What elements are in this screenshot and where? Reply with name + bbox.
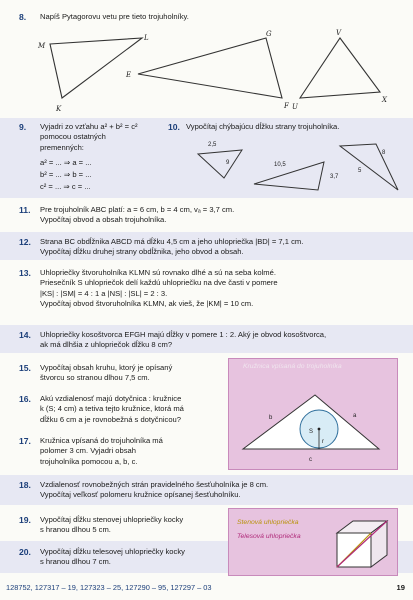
- exercise-12-text: Strana BC obdĺžnika ABCD má dĺžku 4,5 cm a jeho uhlopriečka |BD| = 7,1 cm. Vypočítaj dĺžku druhej strany obdĺžnika, jeho obvod a obsah.: [40, 237, 304, 257]
- exercise-17-text: Kružnica vpísaná do trojuholníka má polomer 3 cm. Vyjadri obsah trojuholníka pomocou a, b, c.: [40, 436, 163, 466]
- label-m: M: [38, 42, 46, 50]
- exercise-9-line-1: a² = ... ⇒ a = ...: [40, 158, 92, 167]
- exercise-9-number: 9.: [19, 122, 27, 132]
- exercise-14-number: 14.: [19, 330, 31, 340]
- page-number: 19: [396, 583, 405, 592]
- label-10b-hyp: 10,5: [274, 162, 286, 168]
- incircle-box-title: Kružnica vpísaná do trojuholníka: [243, 363, 342, 370]
- exercise-10-number: 10.: [168, 122, 180, 132]
- exercise-17-number: 17.: [19, 436, 31, 446]
- exercise-15-text: Vypočítaj obsah kruhu, ktorý je opísaný štvorcu so stranou dlhou 7,5 cm.: [40, 363, 173, 383]
- triangle-efg: [138, 38, 282, 98]
- triangle-10b: [254, 162, 324, 190]
- triangle-10c: [340, 144, 398, 190]
- incircle-diagram: [229, 373, 397, 467]
- exercise-8-text: Napíš Pytagorovu vetu pre tieto trojuholníky.: [40, 12, 189, 21]
- exercise-9-line-3: c² = ... ⇒ c = ...: [40, 182, 91, 191]
- exercise-8-triangles: [30, 26, 400, 116]
- exercise-20-text: Vypočítaj dĺžku telesovej uhlopriečky kocky s hranou dlhou 7 cm.: [40, 547, 185, 567]
- label-k: K: [56, 105, 62, 113]
- exercise-14-text: Uhlopriečky kosoštvorca EFGH majú dĺžky v pomere 1 : 2. Aký je obvod kosoštvorca, ak má dlhšia z uhlopriečok dĺžku 8 cm?: [40, 330, 327, 350]
- incircle-box: [228, 358, 398, 470]
- label-x: X: [382, 96, 387, 104]
- cube-label-space-diagonal: Telesová uhlopriečka: [237, 533, 301, 540]
- label-10c-side: 5: [358, 168, 362, 174]
- exercise-9-line-2: b² = ... ⇒ b = ...: [40, 170, 92, 179]
- label-10a-side: 2,5: [208, 142, 217, 148]
- cube-label-face-diagonal: Stenová uhlopriečka: [237, 519, 299, 526]
- label-f: F: [284, 102, 289, 110]
- exercise-10-triangles: [190, 134, 410, 196]
- triangle-10a: [198, 150, 242, 178]
- label-10a-hyp: 9: [226, 160, 230, 166]
- cube-box: [228, 508, 398, 576]
- exercise-16-number: 16.: [19, 394, 31, 404]
- exercise-19-text: Vypočítaj dĺžku stenovej uhlopriečky kocky s hranou dlhou 5 cm.: [40, 515, 184, 535]
- exercise-9-text: Vyjadri zo vzťahu a² + b² = c² pomocou ostatných premenných:: [40, 122, 138, 152]
- triangle-klm: [50, 38, 142, 98]
- label-e: E: [126, 71, 132, 79]
- footer-codes: 128752, 127317 – 19, 127323 – 25, 127290 – 95, 127297 – 03: [6, 583, 212, 592]
- exercise-18-number: 18.: [19, 480, 31, 490]
- exercise-20-number: 20.: [19, 547, 31, 557]
- exercise-11-number: 11.: [19, 205, 31, 215]
- label-g: G: [266, 30, 272, 38]
- exercise-13-text: Uhlopriečky štvoruholníka KLMN sú rovnako dlhé a sú na seba kolmé. Priesečník S uhlopriečok delí každú uhlopriečku na dve časti v pomere |KS| : |SM| = 4 : 1 a |NS| : |SL| = 2 : 3. Vypočítaj obvod štvoruholníka KLMN, ak vieš, že |KM| = 10 cm.: [40, 268, 278, 309]
- incircle-label-c: c: [309, 457, 312, 463]
- exercise-12-number: 12.: [19, 237, 31, 247]
- exercise-8-number: 8.: [19, 12, 27, 22]
- incircle-label-a: a: [353, 413, 357, 419]
- exercise-10-text: Vypočítaj chýbajúcu dĺžku strany trojuholníka.: [186, 122, 340, 131]
- exercise-11-text: Pre trojuholník ABC platí: a = 6 cm, b = 4 cm, vₐ = 3,7 cm. Vypočítaj obvod a obsah trojuholníka.: [40, 205, 235, 225]
- incircle-label-s: S: [309, 429, 314, 435]
- label-10b-side: 3,7: [330, 174, 339, 180]
- label-u: U: [292, 103, 298, 111]
- triangle-uvx: [300, 38, 380, 98]
- cube-diagram: [333, 517, 393, 571]
- exercise-16-text: Akú vzdialenosť majú dotyčnica : kružnice k (S; 4 cm) a tetiva tejto kružnice, ktorá má dĺžku 6 cm a je rovnobežná s dotyčnicou?: [40, 394, 184, 424]
- exercise-19-number: 19.: [19, 515, 31, 525]
- label-l: L: [144, 34, 149, 42]
- incircle-label-b: b: [269, 415, 273, 421]
- exercise-13-number: 13.: [19, 268, 31, 278]
- label-10c-hyp: 8: [382, 150, 386, 156]
- exercise-15-number: 15.: [19, 363, 31, 373]
- exercise-18-text: Vzdialenosť rovnobežných strán pravidelného šesťuholníka je 8 cm. Vypočítaj veľkosť polomeru kružnice opísanej šesťuholníku.: [40, 480, 269, 500]
- incircle-label-r: r: [322, 439, 324, 445]
- label-v: V: [336, 29, 342, 37]
